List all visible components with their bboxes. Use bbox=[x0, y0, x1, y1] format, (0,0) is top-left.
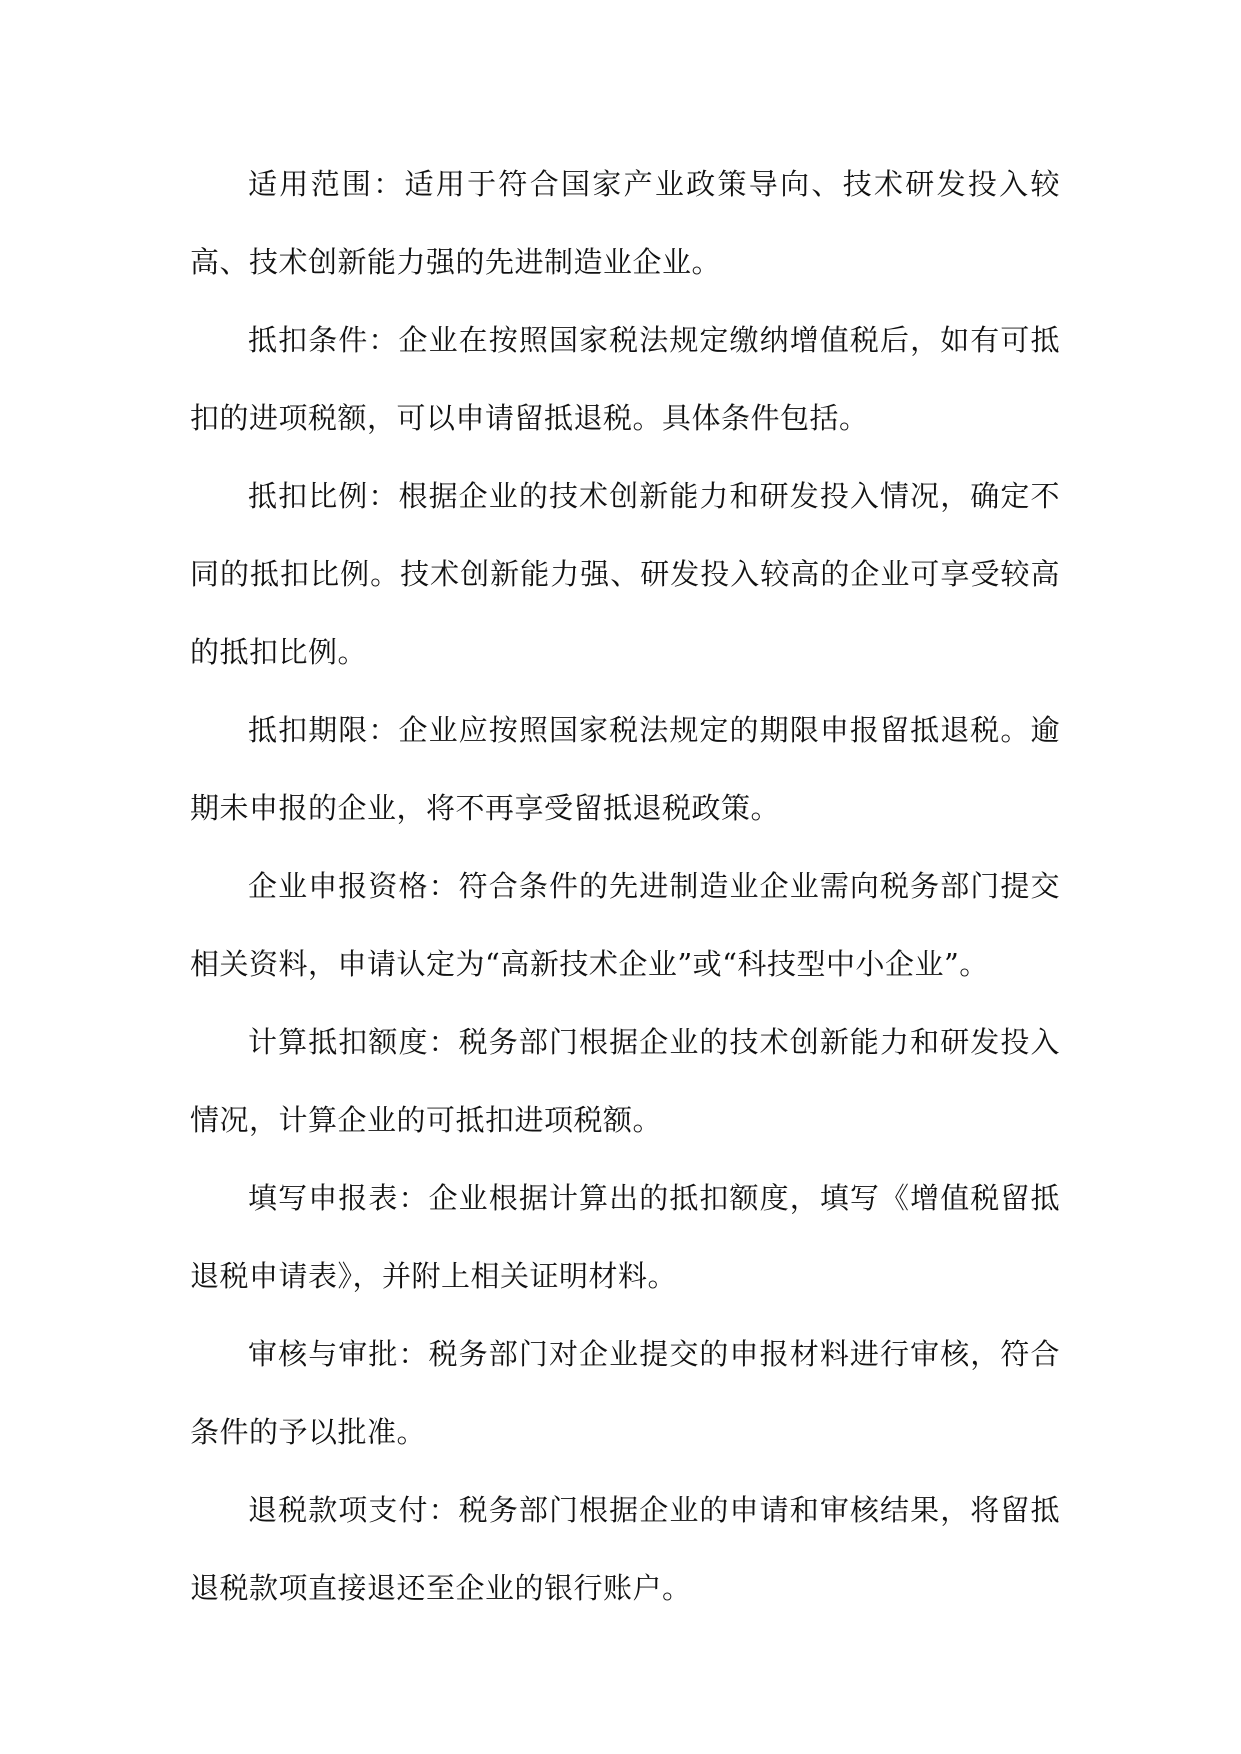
paragraph-fill-form: 填写申报表：企业根据计算出的抵扣额度，填写《增值税留抵退税申请表》，并附上相关证明材料。 bbox=[190, 1181, 1060, 1293]
paragraph-deduction-conditions: 抵扣条件：企业在按照国家税法规定缴纳增值税后，如有可抵扣的进项税额，可以申请留抵退税。具体条件包括。 bbox=[190, 323, 1060, 435]
paragraph-deduction-period: 抵扣期限：企业应按照国家税法规定的期限申报留抵退税。逾期未申报的企业，将不再享受留抵退税政策。 bbox=[190, 713, 1060, 825]
paragraph-calculate-amount: 计算抵扣额度：税务部门根据企业的技术创新能力和研发投入情况，计算企业的可抵扣进项税额。 bbox=[190, 1025, 1060, 1137]
document-body bbox=[190, 145, 1060, 1627]
paragraph-refund-payment: 退税款项支付：税务部门根据企业的申请和审核结果，将留抵退税款项直接退还至企业的银行账户。 bbox=[190, 1493, 1060, 1605]
paragraph-filing-eligibility: 企业申报资格：符合条件的先进制造业企业需向税务部门提交相关资料，申请认定为“高新技术企业”或“科技型中小企业”。 bbox=[190, 869, 1060, 981]
paragraph-review-approval: 审核与审批：税务部门对企业提交的申报材料进行审核，符合条件的予以批准。 bbox=[190, 1337, 1060, 1449]
paragraph-deduction-ratio: 抵扣比例：根据企业的技术创新能力和研发投入情况，确定不同的抵扣比例。技术创新能力强、研发投入较高的企业可享受较高的抵扣比例。 bbox=[190, 479, 1060, 669]
paragraph-scope: 适用范围：适用于符合国家产业政策导向、技术研发投入较高、技术创新能力强的先进制造业企业。 bbox=[190, 167, 1060, 279]
